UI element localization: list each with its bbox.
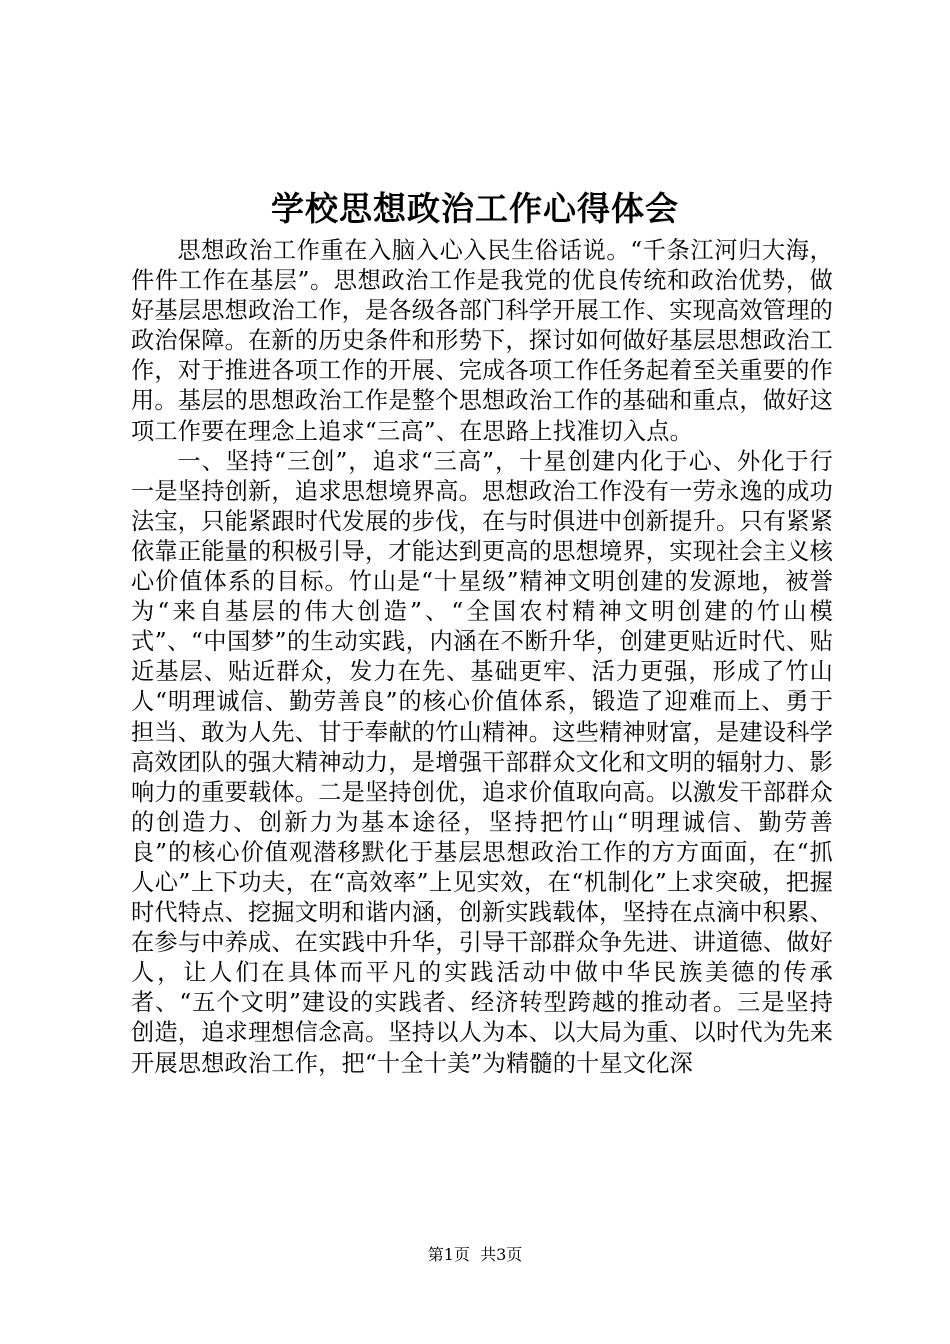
paragraph-intro: 思想政治工作重在入脑入心入民生俗话说。“千条江河归大海，件件工作在基层”。思想政治工作是我党的优良传统和政治优势，做好基层思想政治工作，是各级各部门科学开展工作、实现高效管理的政治保障。在新的历史条件和形势下，探讨如何做好基层思想政治工作，对于推进各项工作的开展、完成各项工作任务起着至关重要的作用。基层的思想政治工作是整个思想政治工作的基础和重点，做好这项工作要在理念上追求“三高”、在思路上找准切入点。 (131, 237, 833, 445)
document-body (131, 236, 833, 1079)
page-number: 第1页 (427, 1245, 470, 1264)
document-title: 学校思想政治工作心得体会 (271, 189, 679, 228)
page-total: 共3页 (480, 1245, 523, 1264)
paragraph-section-one: 一、坚持“三创”，追求“三高”，十星创建内化于心、外化于行一是坚持创新，追求思想境界高。思想政治工作没有一劳永逸的成功法宝，只能紧跟时代发展的步伐，在与时俱进中创新提升。只有紧紧依靠正能量的积极引导，才能达到更高的思想境界，实现社会主义核心价值体系的目标。竹山是“十星级”精神文明创建的发源地，被誉为“来自基层的伟大创造”、“全国农村精神文明创建的竹山模式”、“中国梦”的生动实践，内涵在不断升华，创建更贴近时代、贴近基层、贴近群众，发力在先、基础更牢、活力更强，形成了竹山人“明理诚信、勤劳善良”的核心价值体系，锻造了迎难而上、勇于担当、敢为人先、甘于奉献的竹山精神。这些精神财富，是建设科学高效团队的强大精神动力，是增强干部群众文化和文明的辐射力、影响力的重要载体。二是坚持创优，追求价值取向高。以激发干部群众的创造力、创新力为基本途径，坚持把竹山“明理诚信、勤劳善良”的核心价值观潜移默化于基层思想政治工作的方方面面，在“抓人心”上下功夫，在“高效率”上见实效，在“机制化”上求突破，把握时代特点、挖掘文明和谐内涵，创新实践载体，坚持在点滴中积累、在参与中养成、在实践中升华，引导干部群众争先进、讲道德、做好人，让人们在具体而平凡的实践活动中做中华民族美德的传承者、“五个文明”建设的实践者、经济转型跨越的推动者。三是坚持创造，追求理想信念高。坚持以人为本、以大局为重、以时代为先来开展思想政治工作，把“十全十美”为精髓的十星文化深 (131, 447, 833, 1077)
page-footer (0, 1245, 950, 1265)
